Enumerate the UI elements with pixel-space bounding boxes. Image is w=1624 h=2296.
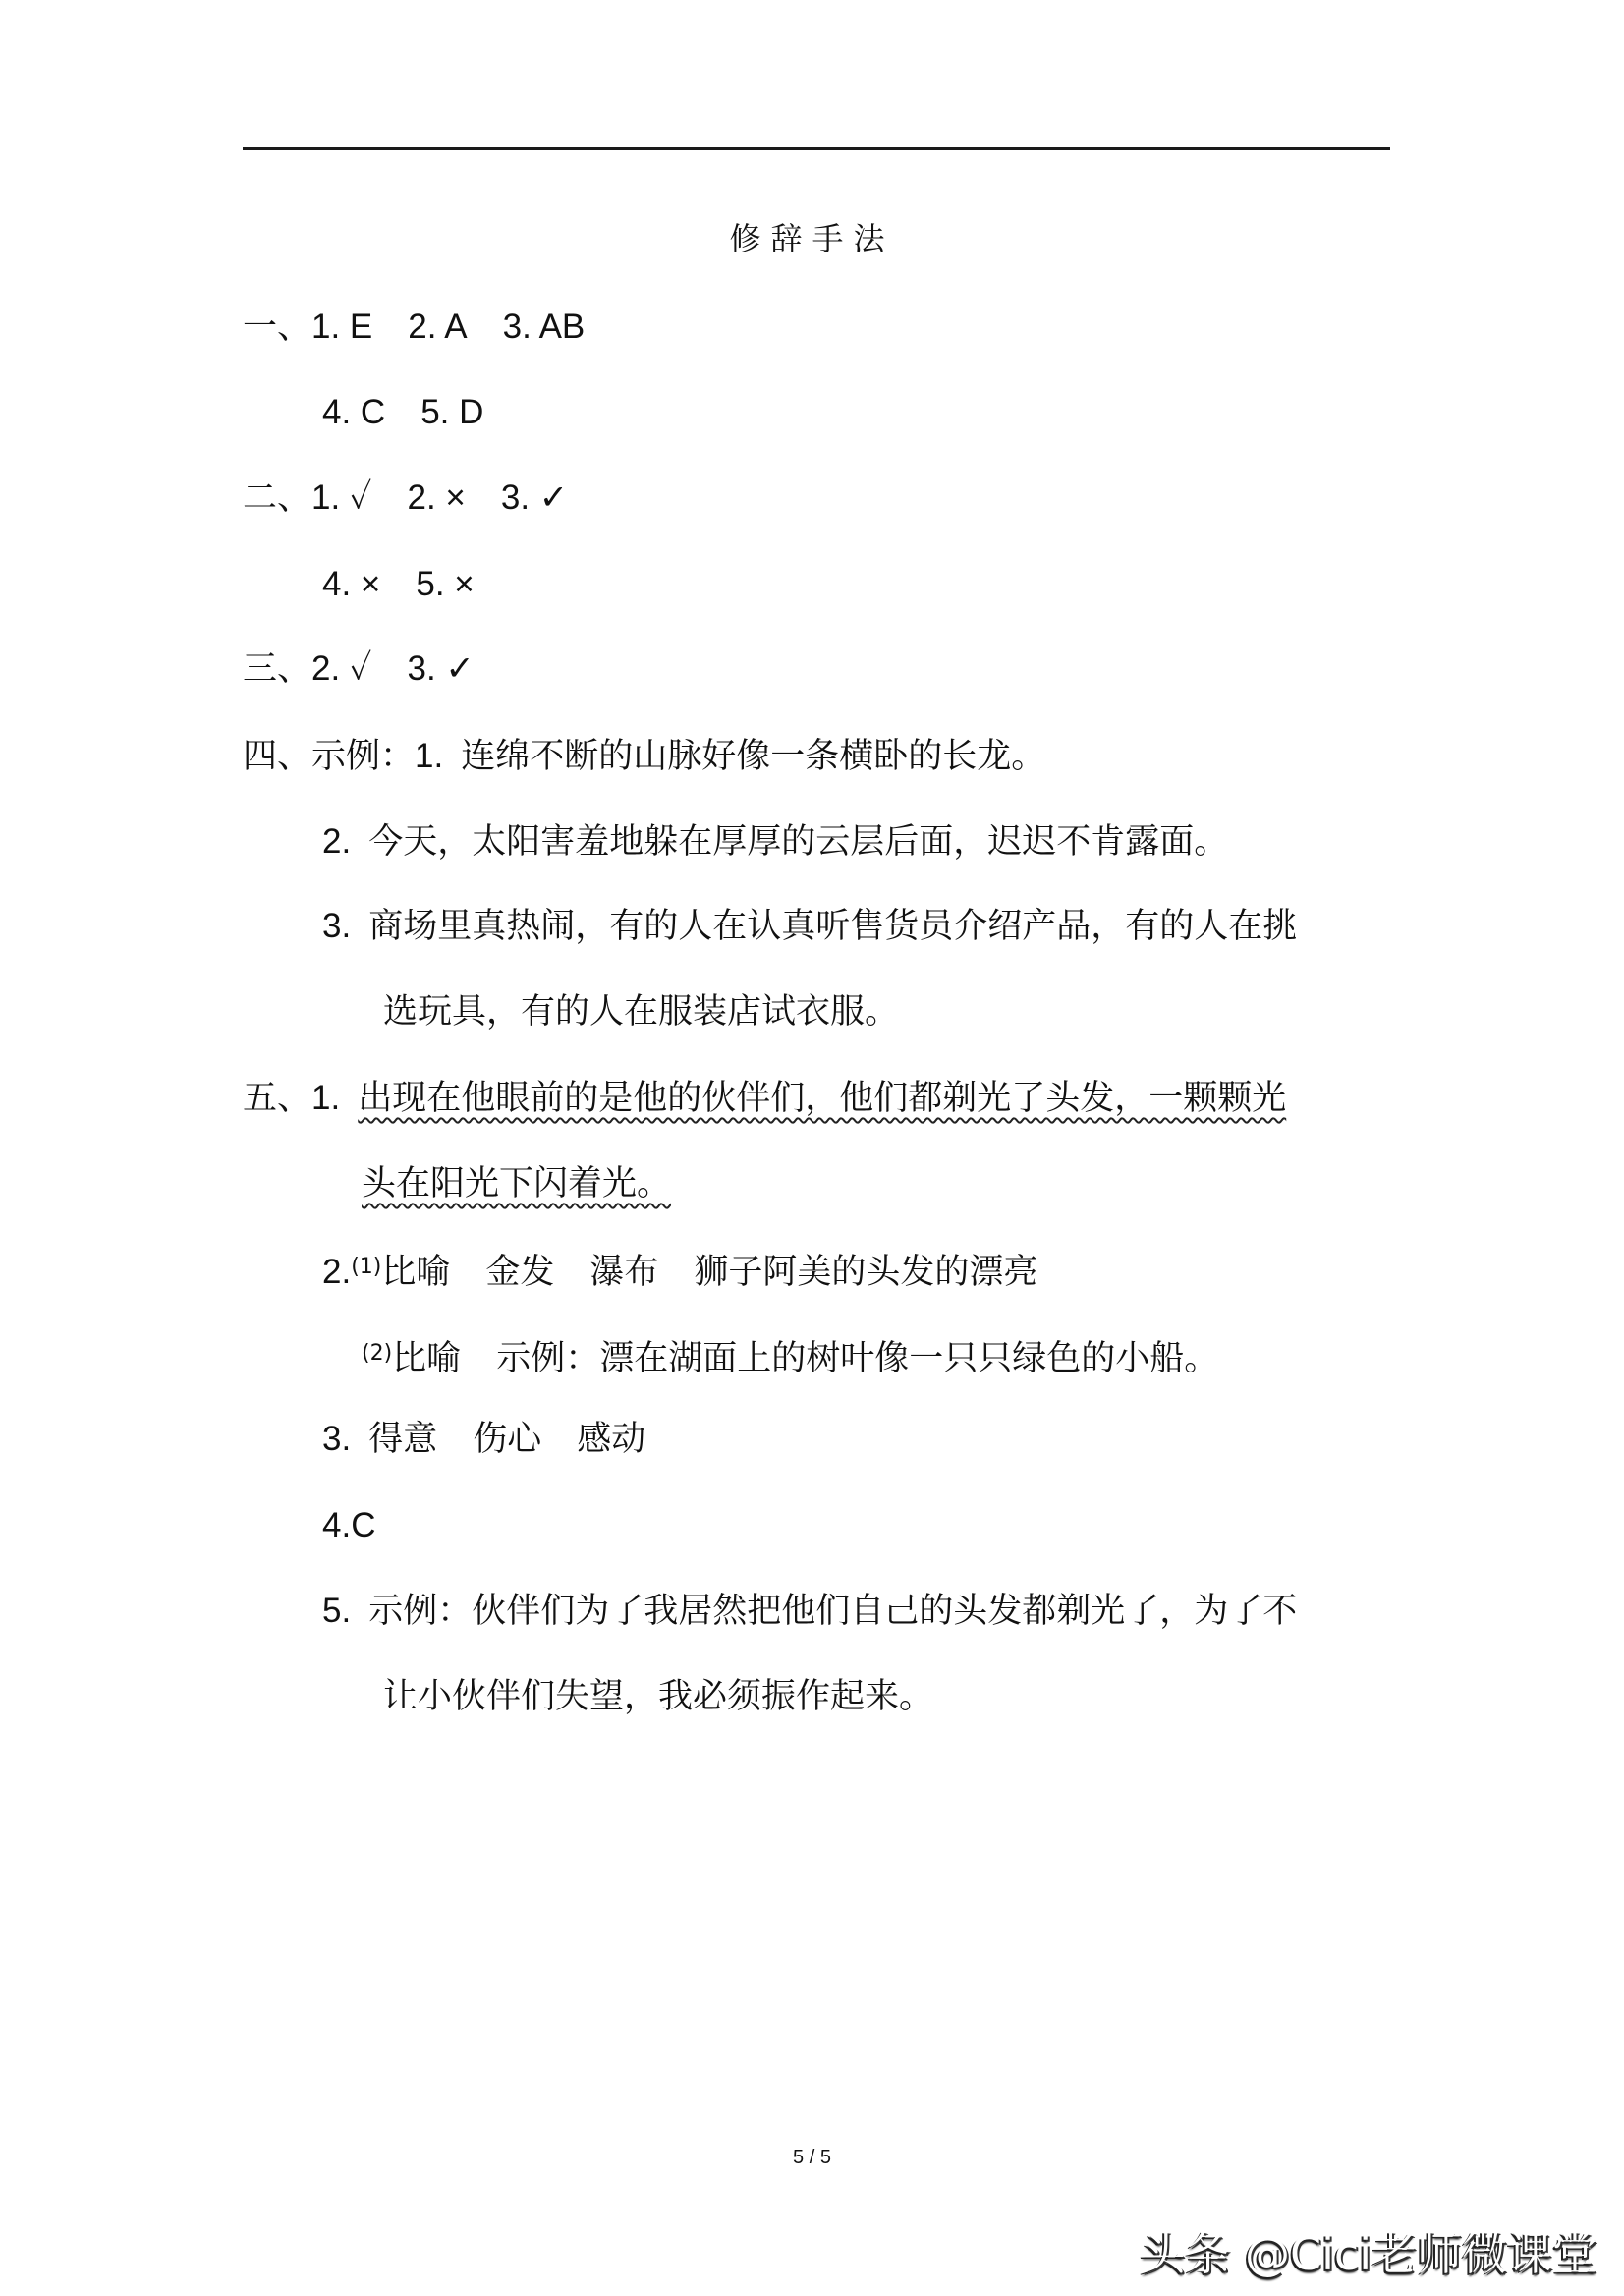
answer: 瀑布 (589, 1253, 659, 1292)
section-4-item-3-cont: 选玩具，有的人在服装店试衣服。 (383, 992, 900, 1032)
section-4-item-2 (322, 820, 1228, 864)
item-text: 示例：伙伴们为了我居然把他们自己的头发都剃光了，为了不 (368, 1592, 1298, 1631)
underlined-sentence: 头在阳光下闪着光。 (362, 1164, 672, 1204)
section-2-row-1 (243, 476, 568, 520)
section-1-row-2 (322, 391, 483, 434)
item-number: 2. (322, 1253, 352, 1291)
answer: 金发 (485, 1253, 555, 1292)
section-5-q4 (322, 1504, 375, 1547)
section-2-row-2 (322, 563, 475, 606)
section-3-row-1 (243, 647, 475, 691)
section-5-q5 (322, 1590, 1297, 1633)
answer: 示例：漂在湖面上的树叶像一只只绿色的小船。 (496, 1339, 1219, 1378)
item-number: 4. (322, 1506, 352, 1544)
answer: 2. ✓ (311, 649, 372, 688)
header-rule (243, 147, 1390, 150)
answer: C (351, 1506, 376, 1544)
answer: 狮子阿美的头发的漂亮 (694, 1253, 1038, 1292)
item-text: 连绵不断的山脉好像一条横卧的长龙。 (461, 737, 1046, 776)
answer: 3. ✓ (500, 478, 569, 517)
answer: 比喻 (392, 1339, 462, 1378)
watermark: 头条 @Cici老师微课堂 (1140, 2227, 1597, 2280)
page-number: 5 / 5 (793, 2147, 831, 2168)
answer: 2. A (408, 308, 468, 346)
page-title: 修辞手法 (729, 220, 895, 257)
answer: 5. D (420, 393, 484, 431)
sub-number: (2) (362, 1341, 393, 1366)
item-number: 3. (322, 907, 352, 945)
item-text: 商场里真热闹，有的人在认真听售货员介绍产品，有的人在挑 (368, 907, 1298, 946)
answer: 得意 (368, 1420, 438, 1459)
item-text: 今天，太阳害羞地躲在厚厚的云层后面，迟迟不肯露面。 (368, 822, 1229, 862)
section-5-label: 五、 (243, 1079, 312, 1118)
section-5-q2-p2 (362, 1332, 1218, 1380)
item-number: 5. (322, 1592, 352, 1630)
answer: 5. × (416, 565, 475, 603)
section-3-label: 三、 (243, 649, 312, 688)
item-number: 2. (322, 822, 352, 861)
item-number: 3. (322, 1420, 352, 1458)
answer: 3. AB (502, 308, 586, 346)
section-5-q5-cont: 让小伙伴们失望，我必须振作起来。 (383, 1677, 934, 1716)
section-5-q2-p1 (322, 1246, 1037, 1294)
answer: 1. E (311, 308, 373, 346)
section-5-q3 (322, 1418, 645, 1461)
answer: 伤心 (473, 1420, 542, 1459)
answer: 1. ✓ (311, 478, 372, 517)
answer: 3. ✓ (407, 649, 475, 688)
section-1-label: 一、 (243, 308, 312, 346)
answer: 感动 (577, 1420, 646, 1459)
section-5-q1-cont (362, 1162, 671, 1205)
answer: 比喻 (381, 1253, 451, 1292)
answer: 4. C (322, 393, 386, 431)
section-5-q1 (243, 1077, 1286, 1120)
section-2-label: 二、 (243, 478, 312, 517)
sub-number: (1) (351, 1255, 382, 1279)
section-4-item-3 (322, 905, 1297, 948)
answer: 2. × (407, 478, 466, 517)
answer: 4. × (322, 565, 381, 603)
item-number: 1. (415, 737, 444, 775)
section-1-row-1 (243, 306, 585, 349)
item-number: 1. (311, 1079, 341, 1117)
section-4-item-1 (243, 735, 1045, 778)
section-4-label: 四、示例： (243, 737, 416, 776)
underlined-sentence: 出现在他眼前的是他的伙伴们，他们都剃光了头发，一颗颗光 (358, 1079, 1287, 1118)
